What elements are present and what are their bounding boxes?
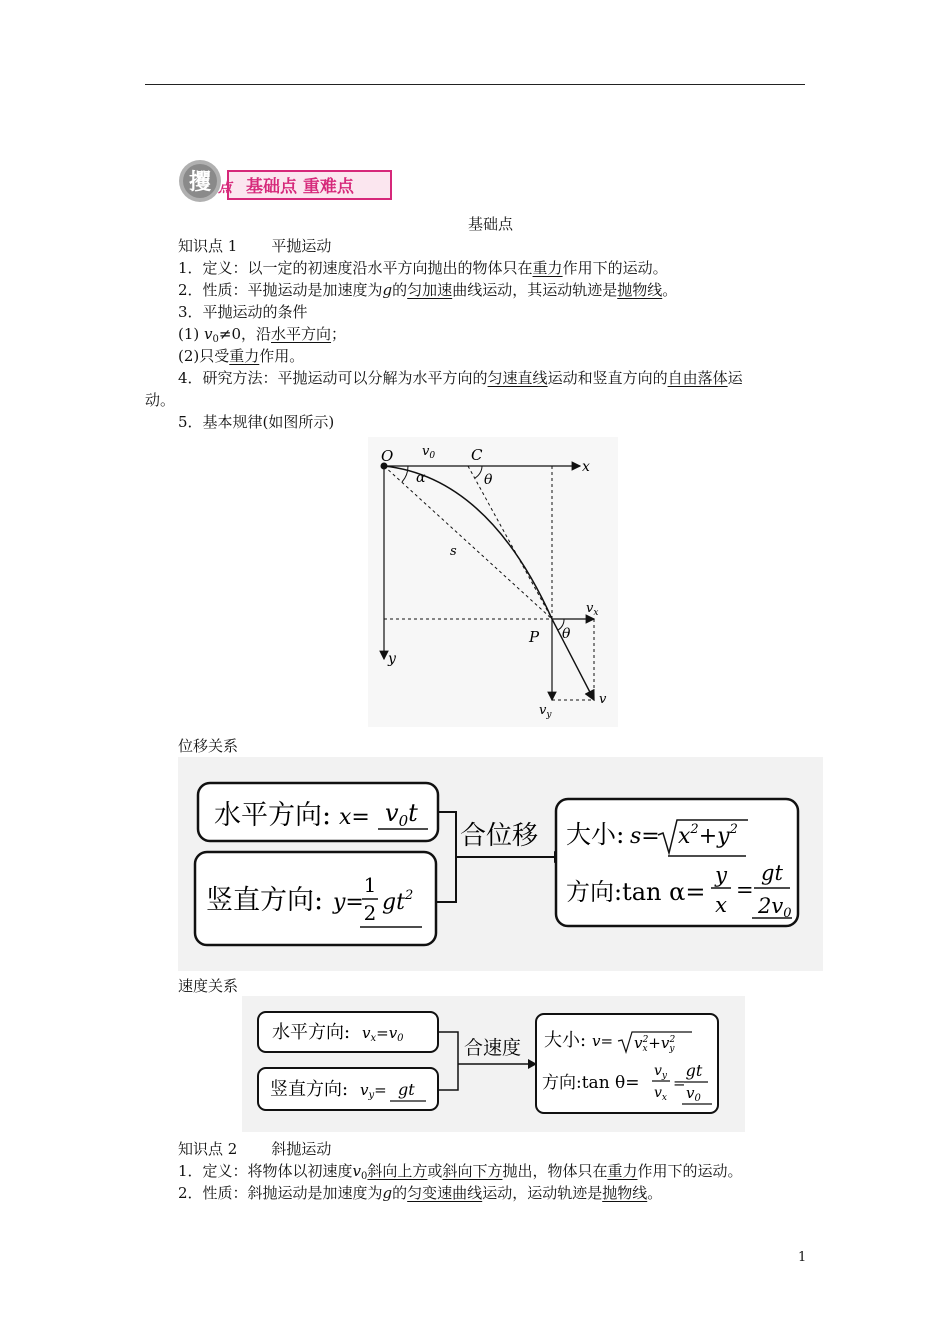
- kp1-line-2: 2．性质：平抛运动是加速度为g的匀加速曲线运动，其运动轨迹是抛物线。: [178, 281, 678, 299]
- kp1-line-6: 4．研究方法：平抛运动可以分解为水平方向的匀速直线运动和竖直方向的自由落体运: [178, 369, 743, 387]
- velocity-label: 速度关系: [178, 977, 239, 995]
- disp-size-label: 大小:: [566, 820, 625, 849]
- projectile-diagram: [368, 437, 618, 727]
- label-x: x: [582, 459, 590, 475]
- svg-text:=: =: [736, 878, 754, 902]
- displacement-label: 位移关系: [178, 737, 239, 755]
- disp-v-rest: $gt^2$: [382, 888, 414, 915]
- answer-underline: 匀加速: [407, 281, 453, 299]
- answer-underline: 重力: [229, 347, 260, 365]
- vel-v-var: $v_y=$: [360, 1081, 387, 1101]
- section-title: 基础点: [468, 215, 514, 233]
- label-v: v: [599, 692, 607, 707]
- label-s: s: [450, 544, 457, 559]
- kp2-line-2: 2．性质：斜抛运动是加速度为g的匀变速曲线运动，运动轨迹是抛物线。: [178, 1184, 663, 1202]
- disp-v-den: 2: [363, 901, 377, 925]
- label-v0: $v_0$: [422, 444, 436, 461]
- kp1-line-5: (2)只受重力作用。: [178, 347, 305, 365]
- vel-dir-num2: gt: [685, 1061, 703, 1080]
- section-banner: [178, 159, 393, 203]
- vel-size-label: 大小:: [544, 1030, 587, 1051]
- vel-dir-label: 方向:tan θ=: [542, 1073, 640, 1093]
- vel-dir-num: $v_y$: [654, 1063, 668, 1081]
- kp1-line-7: 动。: [145, 391, 176, 409]
- kp1-line-8: 5．基本规律(如图所示): [178, 413, 335, 431]
- kp1-heading-num: 知识点 1: [178, 237, 238, 255]
- banner-logo-char: 攫: [188, 169, 212, 195]
- disp-v-label: 竖直方向:: [206, 885, 324, 916]
- kp2-heading: [178, 1139, 331, 1159]
- label-theta-top: θ: [484, 472, 493, 488]
- disp-dir-den: x: [715, 893, 727, 917]
- label-vy: $v_y$: [539, 703, 552, 720]
- disp-size-var: s=: [630, 824, 660, 849]
- answer-underline: 斜向下方: [442, 1162, 503, 1180]
- disp-dir-num2: gt: [761, 861, 783, 885]
- displacement-diagram: [178, 757, 823, 971]
- vel-v-ans: gt: [398, 1080, 415, 1099]
- label-vx: $v_x$: [586, 601, 599, 618]
- vel-size-expr: $v_x2+v_y2$: [634, 1034, 676, 1054]
- label-O: O: [381, 447, 394, 465]
- label-theta-p: θ: [562, 626, 571, 642]
- answer-underline: 匀速直线: [487, 369, 548, 387]
- kp1-line-4: (1) $v_0\ne 0$，沿水平方向；: [178, 325, 347, 345]
- kp2-heading-title: 斜抛运动: [271, 1140, 332, 1158]
- disp-v-num: 1: [363, 873, 377, 897]
- label-P: P: [529, 628, 540, 646]
- disp-v-var: y=: [333, 890, 364, 915]
- answer-underline: 抛物线: [617, 281, 663, 299]
- vel-v-label: 竖直方向:: [270, 1079, 349, 1100]
- answer-underline: 水平方向: [271, 325, 332, 343]
- disp-h-var: x=: [339, 805, 370, 830]
- label-y: y: [388, 651, 396, 667]
- vel-dir-den: $v_x$: [654, 1085, 667, 1103]
- banner-title: 基础点 重难点: [246, 177, 354, 197]
- vel-size-var: v=: [592, 1032, 614, 1050]
- disp-combine: 合位移: [460, 821, 539, 851]
- answer-underline: 重力: [532, 259, 563, 277]
- answer-underline: 抛物线: [602, 1184, 648, 1202]
- kp1-line-1: 1．定义：以一定的初速度沿水平方向抛出的物体只在重力作用下的运动。: [178, 259, 668, 277]
- svg-text:=: =: [673, 1074, 686, 1092]
- vel-h-eq: $v_x=v_0$: [362, 1024, 404, 1044]
- vel-dir-den2: $v_0$: [686, 1084, 701, 1104]
- kp1-heading-title: 平抛运动: [271, 237, 332, 255]
- page-number: 1: [798, 1250, 807, 1265]
- disp-dir-den2: 2v0: [758, 894, 792, 921]
- disp-size-expr: $x^2+y^2$: [678, 822, 738, 849]
- disp-h-ans: $v_0t$: [385, 799, 418, 830]
- kp1-heading: [178, 236, 331, 256]
- kp2-line-1: 1．定义：将物体以初速度$v_0$斜向上方或斜向下方抛出，物体只在重力作用下的运动。: [178, 1162, 743, 1182]
- answer-underline: 自由落体: [667, 369, 728, 387]
- banner-small-char: 点: [218, 180, 232, 196]
- disp-dir-label: 方向:tan α=: [566, 878, 706, 906]
- kp1-line-3: 3．平抛运动的条件: [178, 303, 308, 321]
- header-rule: [145, 84, 805, 85]
- disp-dir-num: y: [715, 863, 727, 887]
- velocity-diagram: [242, 996, 745, 1132]
- label-C: C: [471, 446, 483, 464]
- vel-h-label: 水平方向:: [272, 1022, 351, 1043]
- answer-underline: 重力: [607, 1162, 638, 1180]
- disp-h-label: 水平方向:: [214, 800, 332, 831]
- label-alpha: α: [416, 470, 426, 486]
- answer-underline: 斜向上方: [367, 1162, 428, 1180]
- answer-underline: 匀变速曲线: [407, 1184, 483, 1202]
- vel-combine: 合速度: [464, 1037, 522, 1059]
- kp2-heading-num: 知识点 2: [178, 1140, 238, 1158]
